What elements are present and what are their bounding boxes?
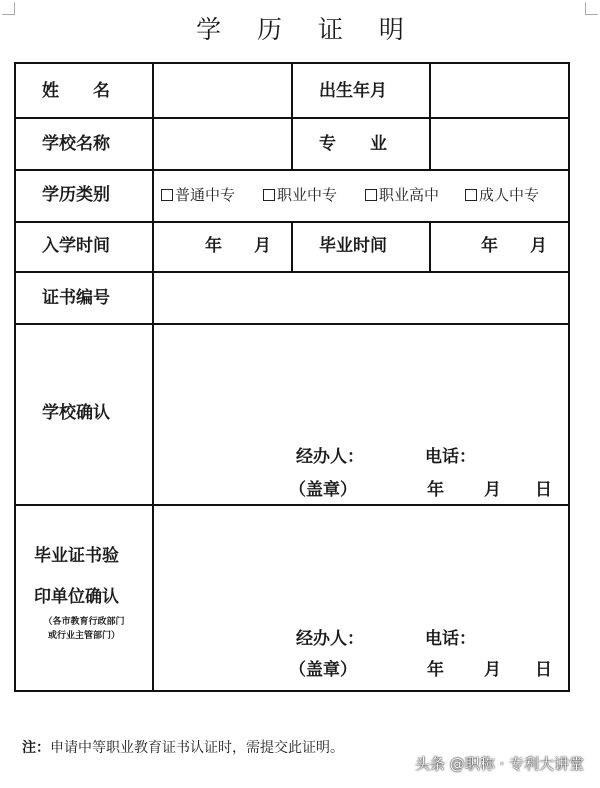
footnote bbox=[22, 737, 344, 757]
stamp-label: （盖章） bbox=[289, 660, 357, 680]
row-divider bbox=[14, 271, 570, 273]
option-regular-secondary[interactable] bbox=[161, 185, 235, 205]
row-divider bbox=[14, 169, 570, 171]
row-divider bbox=[14, 323, 570, 325]
certificate-form-table bbox=[14, 62, 570, 692]
checkbox-icon[interactable] bbox=[263, 189, 275, 201]
option-adult-secondary[interactable] bbox=[465, 185, 539, 205]
document-title: 学 历 证 明 bbox=[196, 15, 418, 44]
date-day-unit: 日 bbox=[535, 480, 552, 500]
option-label: 职业中专 bbox=[277, 186, 338, 204]
handler-label: 经办人： bbox=[296, 629, 364, 649]
checkbox-icon[interactable] bbox=[465, 189, 477, 201]
enrollment-date-label: 入学时间 bbox=[42, 236, 110, 256]
school-name-label: 学校名称 bbox=[42, 134, 110, 154]
table-border-right bbox=[568, 62, 570, 692]
option-label: 普通中专 bbox=[175, 186, 236, 204]
verification-unit-label-line1: 毕业证书验 bbox=[34, 546, 119, 566]
verification-unit-label-line2: 印单位确认 bbox=[34, 587, 119, 607]
verification-unit-sublabel-line1: （各市教育行政部门 bbox=[43, 617, 125, 627]
watermark: 头条 @职称 · 专利大讲堂 bbox=[414, 755, 584, 773]
date-year-unit: 年 bbox=[427, 480, 444, 500]
column-divider bbox=[291, 221, 293, 271]
certificate-number-label: 证书编号 bbox=[42, 288, 110, 308]
education-type-label: 学历类别 bbox=[42, 185, 110, 205]
date-month-unit: 月 bbox=[484, 660, 501, 680]
option-label: 职业高中 bbox=[379, 186, 440, 204]
verification-unit-sublabel-line2: 或行业主管部门） bbox=[47, 631, 120, 641]
checkbox-icon[interactable] bbox=[365, 189, 377, 201]
enrollment-month-unit: 月 bbox=[254, 236, 271, 256]
enrollment-year-unit: 年 bbox=[205, 236, 222, 256]
column-divider bbox=[429, 62, 431, 169]
handler-label: 经办人： bbox=[296, 447, 364, 467]
column-divider bbox=[291, 62, 293, 169]
column-divider bbox=[429, 221, 431, 271]
footnote-text: 申请中等职业教育证书认证时，需提交此证明。 bbox=[50, 740, 344, 756]
school-confirmation-label: 学校确认 bbox=[42, 403, 110, 423]
phone-label: 电话： bbox=[425, 629, 476, 649]
checkbox-icon[interactable] bbox=[161, 189, 173, 201]
table-border-bottom bbox=[14, 690, 570, 692]
date-month-unit: 月 bbox=[484, 480, 501, 500]
option-vocational-high[interactable] bbox=[365, 185, 439, 205]
major-label: 专 业 bbox=[319, 134, 387, 154]
stamp-label: （盖章） bbox=[289, 480, 357, 500]
graduation-year-unit: 年 bbox=[481, 236, 498, 256]
option-vocational-secondary[interactable] bbox=[263, 185, 337, 205]
row-divider bbox=[14, 504, 570, 506]
table-border-left bbox=[14, 62, 16, 692]
name-label: 姓 名 bbox=[42, 81, 110, 101]
footnote-prefix: 注： bbox=[22, 740, 50, 756]
birth-date-label: 出生年月 bbox=[319, 81, 387, 101]
graduation-date-label: 毕业时间 bbox=[319, 236, 387, 256]
label-column-divider bbox=[152, 62, 154, 692]
phone-label: 电话： bbox=[425, 447, 476, 467]
option-label: 成人中专 bbox=[479, 186, 540, 204]
date-year-unit: 年 bbox=[427, 660, 444, 680]
graduation-month-unit: 月 bbox=[530, 236, 547, 256]
date-day-unit: 日 bbox=[535, 660, 552, 680]
